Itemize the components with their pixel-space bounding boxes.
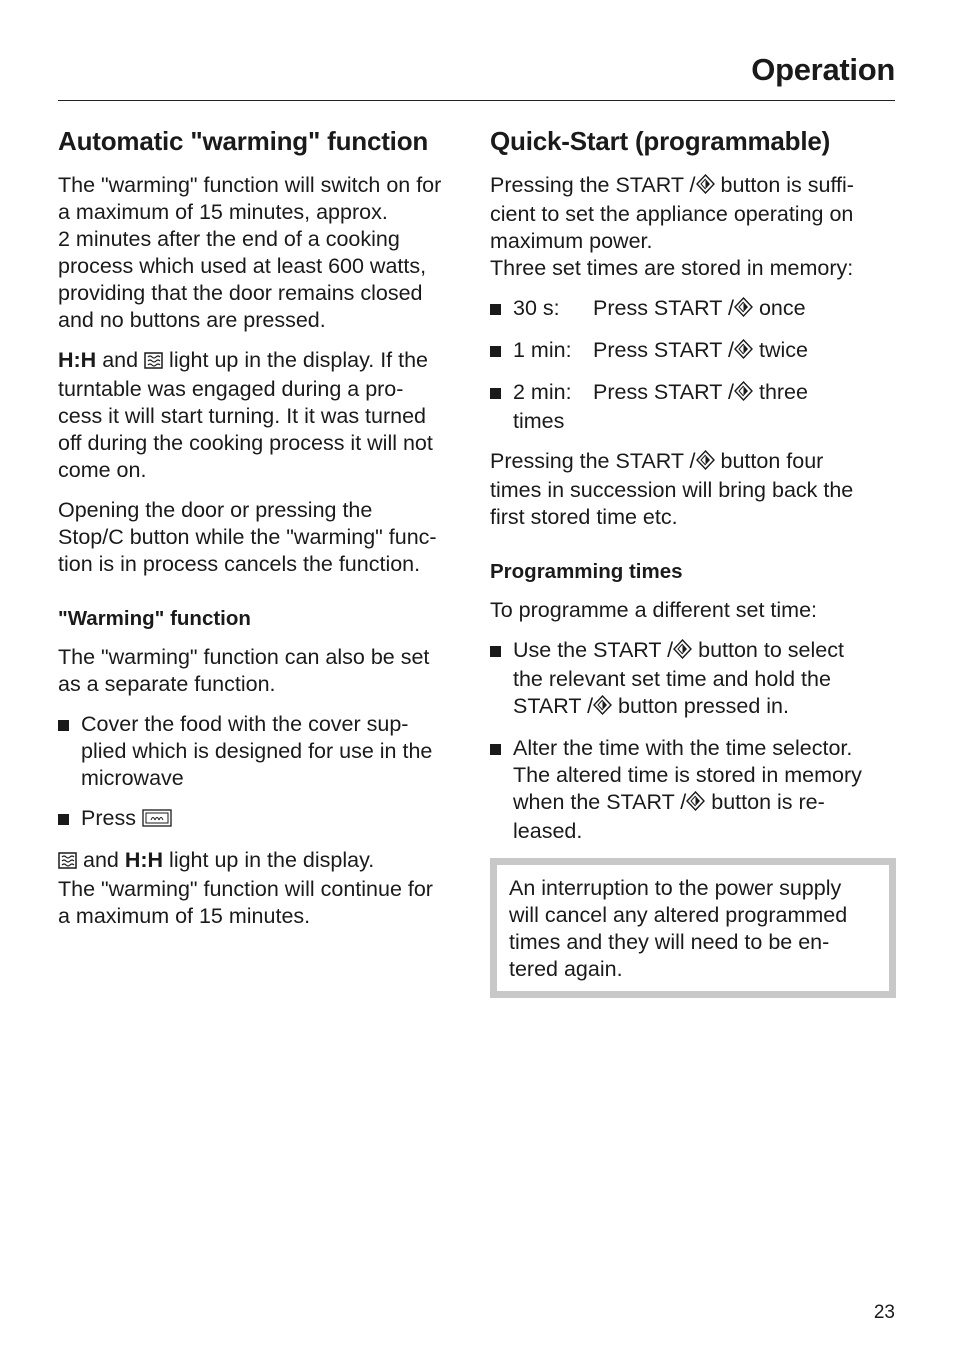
left-column — [58, 124, 466, 943]
list-item: Use the START / button to select the relevant set time and hold the START / button pressed in. — [490, 637, 896, 722]
quick-start-heading: Quick-Start (programmable) — [490, 126, 831, 156]
start-diamond-icon — [696, 174, 715, 201]
page-number: 23 — [873, 1302, 895, 1323]
cycle-paragraph: Pressing the START / button four times in succession will bring back the first stored time etc. — [490, 449, 854, 529]
list-item: Press — [58, 805, 466, 834]
start-diamond-icon — [696, 450, 715, 477]
power-interruption-note: An interruption to the power supply will cancel any altered programmed times and they will need to be en- tered again. — [490, 858, 896, 998]
list-item: 1 min: Press START / twice — [490, 337, 896, 366]
list-item: Cover the food with the cover sup- plied which is designed for use in the microwave — [58, 711, 466, 792]
warming-function-subheading: "Warming" function — [58, 607, 251, 630]
start-diamond-icon — [734, 381, 753, 408]
automatic-warming-heading: Automatic "warming" function — [58, 126, 429, 156]
quick-start-intro: Pressing the START / button is suffi- cient to set the appliance operating on maximum power. Three set times are stored in memory: — [490, 173, 854, 280]
separate-function-paragraph: The "warming" function can also be set as a separate function. — [58, 645, 430, 696]
list-item: 2 min: Press START / three times — [490, 379, 896, 435]
warming-icon — [144, 349, 163, 376]
start-diamond-icon — [686, 791, 705, 818]
warming-icon — [58, 849, 77, 876]
page-title: Operation — [751, 52, 895, 87]
start-diamond-icon — [734, 297, 753, 324]
list-item: Alter the time with the time selector. The altered time is stored in memory when the START / button is re- leased. — [490, 735, 896, 845]
start-diamond-icon — [593, 695, 612, 722]
warming-steps-list — [58, 711, 466, 834]
hh-display-code: H:H — [58, 348, 97, 372]
warming-display-paragraph: and H:H light up in the display. The "warming" function will continue for a maximum of 15 minutes. — [58, 848, 433, 928]
automatic-warming-intro: The "warming" function will switch on for a maximum of 15 minutes, approx. 2 minutes after the end of a cooking process which used at least 600 watts, providing that the door remains closed and no buttons are pressed. — [58, 173, 442, 332]
warm-button-icon — [142, 807, 172, 834]
list-item: 30 s: Press START / once — [490, 295, 896, 324]
start-diamond-icon — [673, 639, 692, 666]
programming-times-subheading: Programming times — [490, 560, 683, 583]
hh-display-code: H:H — [124, 848, 164, 872]
programming-steps-list — [490, 637, 896, 845]
right-column — [490, 124, 896, 998]
start-diamond-icon — [734, 339, 753, 366]
programme-intro: To programme a different set time: — [490, 598, 818, 622]
header-rule — [58, 100, 895, 101]
set-times-list — [490, 295, 896, 435]
display-paragraph: H:H and light up in the display. If the turntable was engaged during a pro- cess it will start turning. It it was turned off during the cooking process it will not come on. — [58, 348, 433, 482]
cancel-paragraph: Opening the door or pressing the Stop/C button while the "warming" func- tion is in process cancels the function. — [58, 498, 437, 576]
